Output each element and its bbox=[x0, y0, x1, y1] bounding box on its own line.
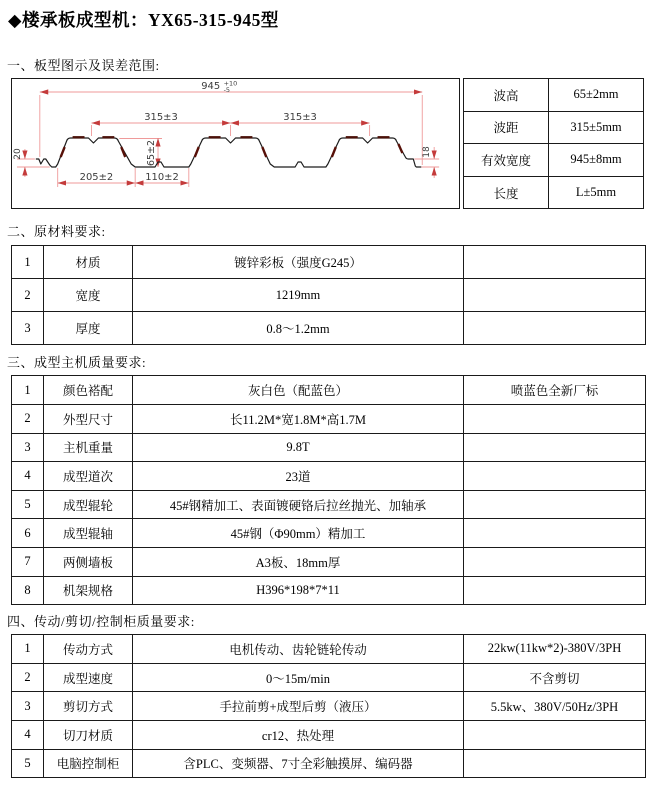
row-note bbox=[464, 462, 646, 491]
row-note bbox=[464, 749, 646, 778]
row-item: 成型辊轴 bbox=[44, 519, 133, 548]
row-number: 2 bbox=[12, 404, 44, 433]
profile-drawing-svg bbox=[12, 79, 459, 208]
dim-right-lip: 18 bbox=[422, 146, 433, 158]
dim-rib-height: 65±2 bbox=[146, 139, 158, 167]
table-row bbox=[12, 376, 646, 405]
row-note bbox=[464, 246, 646, 279]
dim-pitch-right: 315±3 bbox=[283, 111, 317, 124]
row-number: 5 bbox=[12, 490, 44, 519]
row-spec: 含PLC、变频器、7寸全彩触摸屏、编码器 bbox=[133, 749, 464, 778]
row-number: 1 bbox=[12, 635, 44, 664]
dim-overall-width: 945 bbox=[201, 80, 221, 93]
row-note bbox=[464, 279, 646, 312]
row-number: 3 bbox=[12, 312, 44, 345]
row-spec: 灰白色（配蓝色） bbox=[133, 376, 464, 405]
table-row bbox=[12, 635, 646, 664]
row-spec: cr12、热处理 bbox=[133, 720, 464, 749]
row-item: 颜色褡配 bbox=[44, 376, 133, 405]
param-row bbox=[464, 79, 644, 112]
param-row bbox=[464, 176, 644, 209]
profile-params-table bbox=[463, 78, 644, 209]
row-number: 1 bbox=[12, 376, 44, 405]
row-item: 宽度 bbox=[44, 279, 133, 312]
param-value: L±5mm bbox=[549, 176, 644, 209]
row-note bbox=[464, 433, 646, 462]
row-item: 切刀材质 bbox=[44, 720, 133, 749]
row-spec: 长11.2M*宽1.8M*高1.7M bbox=[133, 404, 464, 433]
row-number: 1 bbox=[12, 246, 44, 279]
row-spec: 45#钢（Φ90mm）精加工 bbox=[133, 519, 464, 548]
table-row bbox=[12, 404, 646, 433]
row-spec: 45#钢精加工、表面镀硬铬后拉丝抛光、加轴承 bbox=[133, 490, 464, 519]
row-item: 电脑控制柜 bbox=[44, 749, 133, 778]
row-item: 成型辊轮 bbox=[44, 490, 133, 519]
row-spec: 手拉前剪+成型后剪（液压） bbox=[133, 692, 464, 721]
table-row bbox=[12, 462, 646, 491]
section1-content bbox=[11, 78, 650, 209]
row-note bbox=[464, 547, 646, 576]
param-label: 有效宽度 bbox=[464, 144, 549, 177]
dim-pitch-left: 315±3 bbox=[144, 111, 178, 124]
param-label: 长度 bbox=[464, 176, 549, 209]
table-row bbox=[12, 576, 646, 605]
row-item: 厚度 bbox=[44, 312, 133, 345]
table-row bbox=[12, 663, 646, 692]
row-number: 7 bbox=[12, 547, 44, 576]
table-row bbox=[12, 490, 646, 519]
row-item: 主机重量 bbox=[44, 433, 133, 462]
table-row bbox=[12, 312, 646, 345]
section1-heading: 一、板型图示及误差范围: bbox=[7, 58, 160, 73]
forming-machine-table bbox=[11, 375, 646, 605]
row-spec: 1219mm bbox=[133, 279, 464, 312]
table-row bbox=[12, 433, 646, 462]
dim-overall-lower-tol: -5 bbox=[223, 85, 231, 95]
row-note: 22kw(11kw*2)-380V/3PH bbox=[464, 635, 646, 664]
row-number: 5 bbox=[12, 749, 44, 778]
row-note bbox=[464, 490, 646, 519]
row-item: 两侧墙板 bbox=[44, 547, 133, 576]
param-value: 315±5mm bbox=[549, 111, 644, 144]
row-note: 5.5kw、380V/50Hz/3PH bbox=[464, 692, 646, 721]
profile-diagram bbox=[11, 78, 460, 209]
param-value: 65±2mm bbox=[549, 79, 644, 112]
row-number: 2 bbox=[12, 663, 44, 692]
row-spec: 9.8T bbox=[133, 433, 464, 462]
row-number: 2 bbox=[12, 279, 44, 312]
dim-overall-upper-tol: +10 bbox=[223, 79, 238, 88]
table-row bbox=[12, 279, 646, 312]
param-row bbox=[464, 144, 644, 177]
raw-material-table bbox=[11, 245, 646, 345]
row-item: 剪切方式 bbox=[44, 692, 133, 721]
row-number: 3 bbox=[12, 433, 44, 462]
row-spec: 23道 bbox=[133, 462, 464, 491]
table-row bbox=[12, 547, 646, 576]
row-spec: 0～15m/min bbox=[133, 663, 464, 692]
table-row bbox=[12, 720, 646, 749]
row-number: 3 bbox=[12, 692, 44, 721]
row-spec: H396*198*7*11 bbox=[133, 576, 464, 605]
section3-heading: 三、成型主机质量要求: bbox=[7, 355, 147, 371]
row-number: 4 bbox=[12, 720, 44, 749]
row-spec: A3板、18mm厚 bbox=[133, 547, 464, 576]
row-number: 8 bbox=[12, 576, 44, 605]
row-number: 4 bbox=[12, 462, 44, 491]
row-item: 传动方式 bbox=[44, 635, 133, 664]
row-note: 不含剪切 bbox=[464, 663, 646, 692]
section4-heading: 四、传动/剪切/控制柜质量要求: bbox=[7, 614, 195, 630]
dim-bottom-left: 205±2 bbox=[79, 171, 114, 184]
section2-heading: 二、原材料要求: bbox=[7, 224, 106, 240]
dim-left-lip: 20 bbox=[12, 148, 23, 160]
row-spec: 0.8～1.2mm bbox=[133, 312, 464, 345]
row-note bbox=[464, 404, 646, 433]
row-note bbox=[464, 576, 646, 605]
emboss-marks-slope bbox=[61, 144, 403, 157]
table-row bbox=[12, 692, 646, 721]
param-row bbox=[464, 111, 644, 144]
row-note bbox=[464, 519, 646, 548]
row-spec: 电机传动、齿轮链轮传动 bbox=[133, 635, 464, 664]
row-note bbox=[464, 720, 646, 749]
row-item: 外型尺寸 bbox=[44, 404, 133, 433]
param-value: 945±8mm bbox=[549, 144, 644, 177]
deck-profile-outline bbox=[36, 138, 421, 167]
drive-shear-control-table bbox=[11, 634, 646, 778]
row-spec: 镀锌彩板（强度G245） bbox=[133, 246, 464, 279]
param-label: 波高 bbox=[464, 79, 549, 112]
page-title: ◆楼承板成型机：YX65-315-945型 bbox=[8, 10, 279, 30]
row-item: 成型速度 bbox=[44, 663, 133, 692]
row-number: 6 bbox=[12, 519, 44, 548]
row-item: 机架规格 bbox=[44, 576, 133, 605]
row-item: 材质 bbox=[44, 246, 133, 279]
param-label: 波距 bbox=[464, 111, 549, 144]
table-row bbox=[12, 749, 646, 778]
row-item: 成型道次 bbox=[44, 462, 133, 491]
row-note: 喷蓝色全新厂标 bbox=[464, 376, 646, 405]
table-row bbox=[12, 246, 646, 279]
row-note bbox=[464, 312, 646, 345]
dim-bottom-mid: 110±2 bbox=[145, 171, 179, 184]
table-row bbox=[12, 519, 646, 548]
